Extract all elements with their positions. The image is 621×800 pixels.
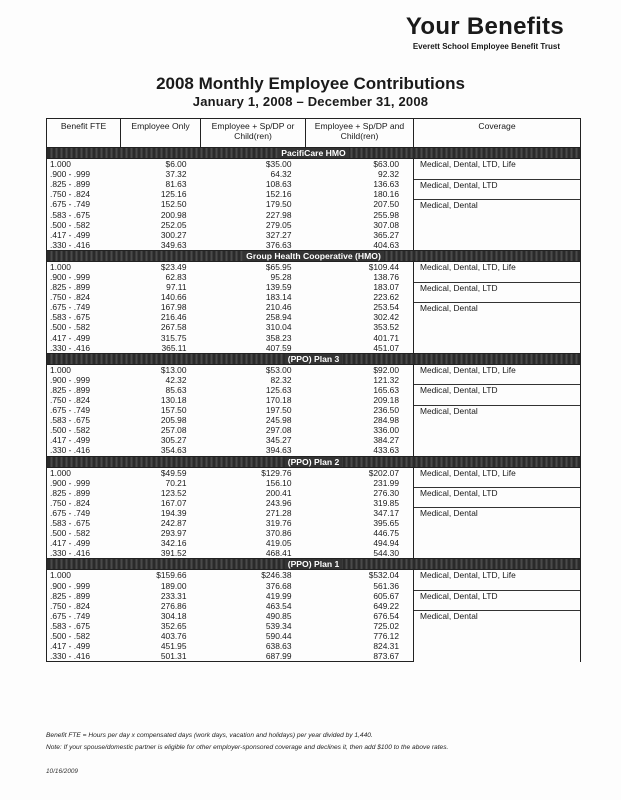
fte-cell: .900 - .999: [47, 478, 121, 488]
employee-plus-one-cell: 245.98: [265, 415, 292, 426]
fte-cell: .583 - .675: [47, 518, 121, 528]
fte-cell: .750 - .824: [47, 292, 121, 302]
fte-cell: .500 - .582: [47, 220, 121, 230]
fte-cell: .500 - .582: [47, 425, 121, 435]
employee-only-cell: 501.31: [121, 651, 201, 662]
employee-only-cell: 276.86: [160, 600, 187, 611]
employee-only-cell: 167.98: [160, 302, 187, 313]
fte-cell: .750 - .824: [47, 395, 121, 405]
table-row: [47, 488, 581, 498]
employee-family-cell: 365.27: [373, 229, 399, 240]
fte-cell: 1.000: [47, 159, 121, 170]
employee-only-cell: 205.98: [160, 415, 187, 426]
employee-only-cell: 403.76: [160, 630, 187, 641]
coverage-cell: Medical, Dental, LTD, Life: [414, 570, 581, 591]
fte-cell: .417 - .499: [47, 435, 121, 445]
employee-plus-one-cell: 170.18: [265, 395, 292, 406]
employee-family-cell: 451.07: [306, 343, 414, 354]
employee-only-cell: $23.49: [160, 261, 187, 272]
employee-plus-one-cell: 687.99: [201, 651, 306, 662]
employee-family-cell: 121.32: [373, 374, 399, 385]
employee-only-cell: $13.00: [160, 364, 187, 375]
column-header: Employee + Sp/DP or Child(ren): [201, 119, 306, 148]
fte-cell: .675 - .749: [47, 611, 121, 621]
employee-family-cell: $532.04: [368, 570, 399, 581]
table-row: [47, 467, 581, 478]
table-row: [47, 302, 581, 312]
employee-family-cell: 776.12: [373, 630, 399, 641]
employee-family-cell: 494.94: [373, 538, 399, 549]
employee-only-cell: 216.46: [160, 312, 187, 323]
brand-title: Your Benefits: [405, 13, 564, 40]
employee-family-cell: 209.18: [373, 395, 399, 406]
employee-family-cell: 353.52: [373, 322, 399, 333]
employee-only-cell: 152.50: [160, 199, 187, 210]
coverage-cell: Medical, Dental: [414, 405, 581, 456]
employee-family-cell: 824.31: [373, 641, 399, 652]
employee-family-cell: 433.63: [306, 445, 414, 456]
employee-only-cell: 37.32: [165, 169, 187, 180]
employee-only-cell: 354.63: [121, 445, 201, 456]
employee-plus-one-cell: $53.00: [265, 364, 292, 375]
employee-only-cell: 391.52: [121, 548, 201, 559]
employee-family-cell: 649.22: [373, 600, 399, 611]
plan-name: Group Health Cooperative (HMO): [243, 251, 384, 261]
employee-only-cell: 130.18: [160, 395, 187, 406]
employee-family-cell: 231.99: [373, 477, 399, 488]
table-row: [47, 159, 581, 170]
employee-plus-one-cell: $246.38: [261, 570, 292, 581]
employee-only-cell: 300.27: [160, 229, 187, 240]
employee-plus-one-cell: 358.23: [265, 332, 292, 343]
column-header: Benefit FTE: [47, 119, 121, 148]
employee-only-cell: 157.50: [160, 405, 187, 416]
employee-only-cell: 62.83: [165, 271, 187, 282]
employee-family-cell: 561.36: [373, 580, 399, 591]
employee-only-cell: 97.11: [166, 282, 187, 293]
table-row: [47, 385, 581, 395]
employee-only-cell: $159.66: [156, 570, 187, 581]
coverage-cell: Medical, Dental, LTD, Life: [414, 159, 581, 180]
fte-cell: .330 - .416: [47, 651, 121, 662]
table-row: [47, 282, 581, 292]
fte-cell: .330 - .416: [47, 548, 121, 559]
employee-plus-one-cell: 419.99: [265, 590, 292, 601]
plan-header-row: [47, 353, 581, 364]
fte-cell: .900 - .999: [47, 169, 121, 179]
column-header: Employee + Sp/DP and Child(ren): [306, 119, 414, 148]
fte-cell: .900 - .999: [47, 272, 121, 282]
fte-cell: .500 - .582: [47, 528, 121, 538]
employee-plus-one-cell: 319.76: [265, 518, 292, 529]
fte-cell: .417 - .499: [47, 333, 121, 343]
plan-header-row: [47, 559, 581, 570]
employee-only-cell: 189.00: [160, 580, 187, 591]
employee-plus-one-cell: 327.27: [265, 229, 292, 240]
employee-family-cell: 544.30: [306, 548, 414, 559]
employee-only-cell: $49.59: [160, 467, 187, 478]
employee-family-cell: 384.27: [373, 435, 399, 446]
employee-only-cell: 252.05: [160, 219, 187, 230]
employee-only-cell: 304.18: [160, 610, 187, 621]
plan-name: PacifiCare HMO: [278, 148, 348, 158]
employee-only-cell: 352.65: [160, 620, 187, 631]
column-header: Coverage: [414, 119, 581, 148]
fte-cell: .583 - .675: [47, 415, 121, 425]
table-row: [47, 570, 581, 581]
coverage-cell: Medical, Dental: [414, 199, 581, 250]
coverage-cell: Medical, Dental: [414, 302, 581, 353]
fte-cell: .417 - .499: [47, 538, 121, 548]
plan-header-row: [47, 148, 581, 159]
employee-plus-one-cell: 394.63: [201, 445, 306, 456]
fte-cell: 1.000: [47, 261, 121, 272]
fte-cell: .675 - .749: [47, 508, 121, 518]
brand-subtitle: Everett School Employee Benefit Trust: [412, 42, 560, 51]
employee-family-cell: $109.44: [368, 261, 399, 272]
fte-cell: .675 - .749: [47, 199, 121, 209]
fte-cell: .825 - .899: [47, 282, 121, 292]
fte-cell: .330 - .416: [47, 445, 121, 456]
employee-only-cell: 70.21: [165, 477, 187, 488]
employee-plus-one-cell: 227.98: [265, 209, 292, 220]
employee-only-cell: 267.58: [160, 322, 187, 333]
employee-family-cell: 207.50: [373, 199, 399, 210]
fte-cell: .900 - .999: [47, 375, 121, 385]
table-row: [47, 591, 581, 601]
fte-cell: 1.000: [47, 467, 121, 478]
fte-cell: .675 - .749: [47, 405, 121, 415]
fte-cell: .825 - .899: [47, 488, 121, 498]
employee-family-cell: 136.63: [373, 179, 399, 190]
employee-plus-one-cell: 243.96: [265, 497, 292, 508]
plan-name: (PPO) Plan 2: [285, 457, 343, 467]
table-body: [47, 148, 581, 662]
employee-family-cell: 401.71: [373, 332, 399, 343]
employee-only-cell: 42.32: [165, 374, 187, 385]
employee-family-cell: $63.00: [373, 159, 399, 170]
employee-plus-one-cell: 310.04: [265, 322, 292, 333]
coverage-cell: Medical, Dental, LTD, Life: [414, 364, 581, 385]
employee-family-cell: 183.07: [373, 282, 399, 293]
employee-plus-one-cell: 376.68: [265, 580, 292, 591]
fte-cell: .750 - .824: [47, 601, 121, 611]
employee-plus-one-cell: 156.10: [265, 477, 292, 488]
employee-plus-one-cell: 183.14: [265, 292, 292, 303]
employee-family-cell: 676.54: [373, 610, 399, 621]
table-row: [47, 405, 581, 415]
employee-family-cell: $92.00: [373, 364, 399, 375]
employee-plus-one-cell: $129.76: [261, 467, 292, 478]
employee-plus-one-cell: 152.16: [265, 189, 292, 200]
employee-only-cell: 242.87: [160, 518, 187, 529]
table-row: [47, 261, 581, 272]
employee-plus-one-cell: 638.63: [265, 641, 292, 652]
employee-only-cell: $6.00: [165, 159, 187, 170]
employee-only-cell: 125.16: [160, 189, 187, 200]
document-date-range: January 1, 2008 – December 31, 2008: [192, 94, 429, 109]
employee-plus-one-cell: 95.28: [270, 271, 292, 282]
employee-plus-one-cell: 197.50: [265, 405, 292, 416]
fte-cell: .500 - .582: [47, 631, 121, 641]
date-stamp: 10/16/2009: [46, 768, 78, 775]
employee-only-cell: 85.63: [165, 384, 187, 395]
employee-plus-one-cell: 258.94: [265, 312, 292, 323]
table-row: [47, 508, 581, 518]
fte-cell: .417 - .499: [47, 641, 121, 651]
coverage-cell: Medical, Dental: [414, 611, 581, 662]
column-header: Employee Only: [121, 119, 201, 148]
brand-header: [406, 14, 564, 51]
employee-plus-one-cell: 407.59: [201, 343, 306, 354]
employee-family-cell: 302.42: [373, 312, 399, 323]
employee-family-cell: 725.02: [373, 620, 399, 631]
employee-plus-one-cell: 297.08: [265, 425, 292, 436]
employee-plus-one-cell: $65.95: [265, 261, 292, 272]
employee-only-cell: 305.27: [160, 435, 187, 446]
employee-family-cell: 319.85: [373, 497, 399, 508]
fte-cell: .330 - .416: [47, 343, 121, 354]
table-row: [47, 364, 581, 375]
employee-family-cell: 253.54: [373, 302, 399, 313]
employee-family-cell: 255.98: [373, 209, 399, 220]
employee-plus-one-cell: 139.59: [265, 282, 292, 293]
employee-family-cell: 138.76: [373, 271, 399, 282]
coverage-cell: Medical, Dental, LTD: [414, 385, 581, 405]
employee-plus-one-cell: 468.41: [201, 548, 306, 559]
plan-name: (PPO) Plan 1: [285, 559, 343, 569]
employee-family-cell: 446.75: [373, 528, 399, 539]
employee-family-cell: 284.98: [373, 415, 399, 426]
fte-cell: .583 - .675: [47, 621, 121, 631]
employee-family-cell: $202.07: [368, 467, 399, 478]
fte-cell: .825 - .899: [47, 591, 121, 601]
fte-cell: .825 - .899: [47, 179, 121, 189]
employee-family-cell: 395.65: [373, 518, 399, 529]
fte-cell: .417 - .499: [47, 230, 121, 240]
employee-plus-one-cell: 200.41: [265, 487, 292, 498]
employee-family-cell: 180.16: [373, 189, 399, 200]
employee-plus-one-cell: 463.54: [265, 600, 292, 611]
employee-only-cell: 315.75: [160, 332, 187, 343]
employee-family-cell: 873.67: [306, 651, 414, 662]
employee-only-cell: 342.16: [160, 538, 187, 549]
employee-family-cell: 404.63: [306, 240, 414, 251]
contributions-table: [46, 118, 581, 662]
employee-plus-one-cell: 345.27: [265, 435, 292, 446]
fte-cell: 1.000: [47, 364, 121, 375]
employee-family-cell: 336.00: [373, 425, 399, 436]
fte-cell: .900 - .999: [47, 580, 121, 590]
table-row: [47, 199, 581, 209]
employee-only-cell: 167.07: [160, 497, 187, 508]
employee-only-cell: 349.63: [121, 240, 201, 251]
coverage-cell: Medical, Dental, LTD, Life: [414, 467, 581, 488]
employee-only-cell: 233.31: [160, 590, 187, 601]
employee-family-cell: 307.08: [373, 219, 399, 230]
employee-plus-one-cell: 490.85: [265, 610, 292, 621]
coverage-cell: Medical, Dental: [414, 508, 581, 559]
table-row: [47, 179, 581, 189]
fte-definition-note: Benefit FTE = Hours per day x compensated days (work days, vacation and holidays) per year divided by 1,440.: [46, 732, 373, 739]
employee-family-cell: 165.63: [373, 384, 399, 395]
employee-only-cell: 451.95: [160, 641, 187, 652]
fte-cell: .583 - .675: [47, 209, 121, 219]
employee-family-cell: 223.62: [373, 292, 399, 303]
employee-plus-one-cell: 370.86: [265, 528, 292, 539]
employee-only-cell: 123.52: [160, 487, 187, 498]
employee-family-cell: 276.30: [373, 487, 399, 498]
coverage-cell: Medical, Dental, LTD: [414, 488, 581, 508]
table-header-row: [47, 119, 581, 148]
employee-only-cell: 200.98: [160, 209, 187, 220]
employee-plus-one-cell: 271.28: [265, 507, 292, 518]
fte-cell: 1.000: [47, 570, 121, 581]
employee-plus-one-cell: 82.32: [270, 374, 292, 385]
employee-plus-one-cell: 376.63: [201, 240, 306, 251]
employee-only-cell: 257.08: [160, 425, 187, 436]
employee-only-cell: 293.97: [160, 528, 187, 539]
fte-cell: .583 - .675: [47, 312, 121, 322]
coverage-cell: Medical, Dental, LTD: [414, 591, 581, 611]
coverage-cell: Medical, Dental, LTD: [414, 282, 581, 302]
plan-header-row: [47, 250, 581, 261]
employee-only-cell: 194.39: [160, 507, 187, 518]
spouse-surcharge-note: Note: If your spouse/domestic partner is eligible for other employer-sponsored coverage and declines it, then add $100 to the above rates.: [46, 744, 449, 751]
employee-plus-one-cell: 179.50: [265, 199, 292, 210]
coverage-cell: Medical, Dental, LTD: [414, 179, 581, 199]
document-title: 2008 Monthly Employee Contributions: [156, 74, 465, 93]
employee-only-cell: 365.11: [121, 343, 201, 354]
plan-name: (PPO) Plan 3: [285, 354, 343, 364]
employee-family-cell: 236.50: [373, 405, 399, 416]
employee-plus-one-cell: 125.63: [265, 384, 292, 395]
fte-cell: .825 - .899: [47, 385, 121, 395]
employee-plus-one-cell: 539.34: [265, 620, 292, 631]
employee-plus-one-cell: 419.05: [265, 538, 292, 549]
employee-plus-one-cell: $35.00: [265, 159, 292, 170]
employee-plus-one-cell: 64.32: [270, 169, 292, 180]
employee-family-cell: 347.17: [373, 507, 399, 518]
plan-header-row: [47, 456, 581, 467]
coverage-cell: Medical, Dental, LTD, Life: [414, 261, 581, 282]
employee-only-cell: 81.63: [165, 179, 187, 190]
fte-cell: .750 - .824: [47, 189, 121, 199]
fte-cell: .330 - .416: [47, 240, 121, 251]
employee-family-cell: 605.67: [373, 590, 399, 601]
employee-plus-one-cell: 108.63: [265, 179, 292, 190]
employee-plus-one-cell: 279.05: [265, 219, 292, 230]
table-row: [47, 611, 581, 621]
fte-cell: .750 - .824: [47, 498, 121, 508]
employee-only-cell: 140.66: [160, 292, 187, 303]
fte-cell: .675 - .749: [47, 302, 121, 312]
employee-family-cell: 92.32: [378, 169, 399, 180]
employee-plus-one-cell: 210.46: [265, 302, 292, 313]
fte-cell: .500 - .582: [47, 322, 121, 332]
employee-plus-one-cell: 590.44: [265, 630, 292, 641]
